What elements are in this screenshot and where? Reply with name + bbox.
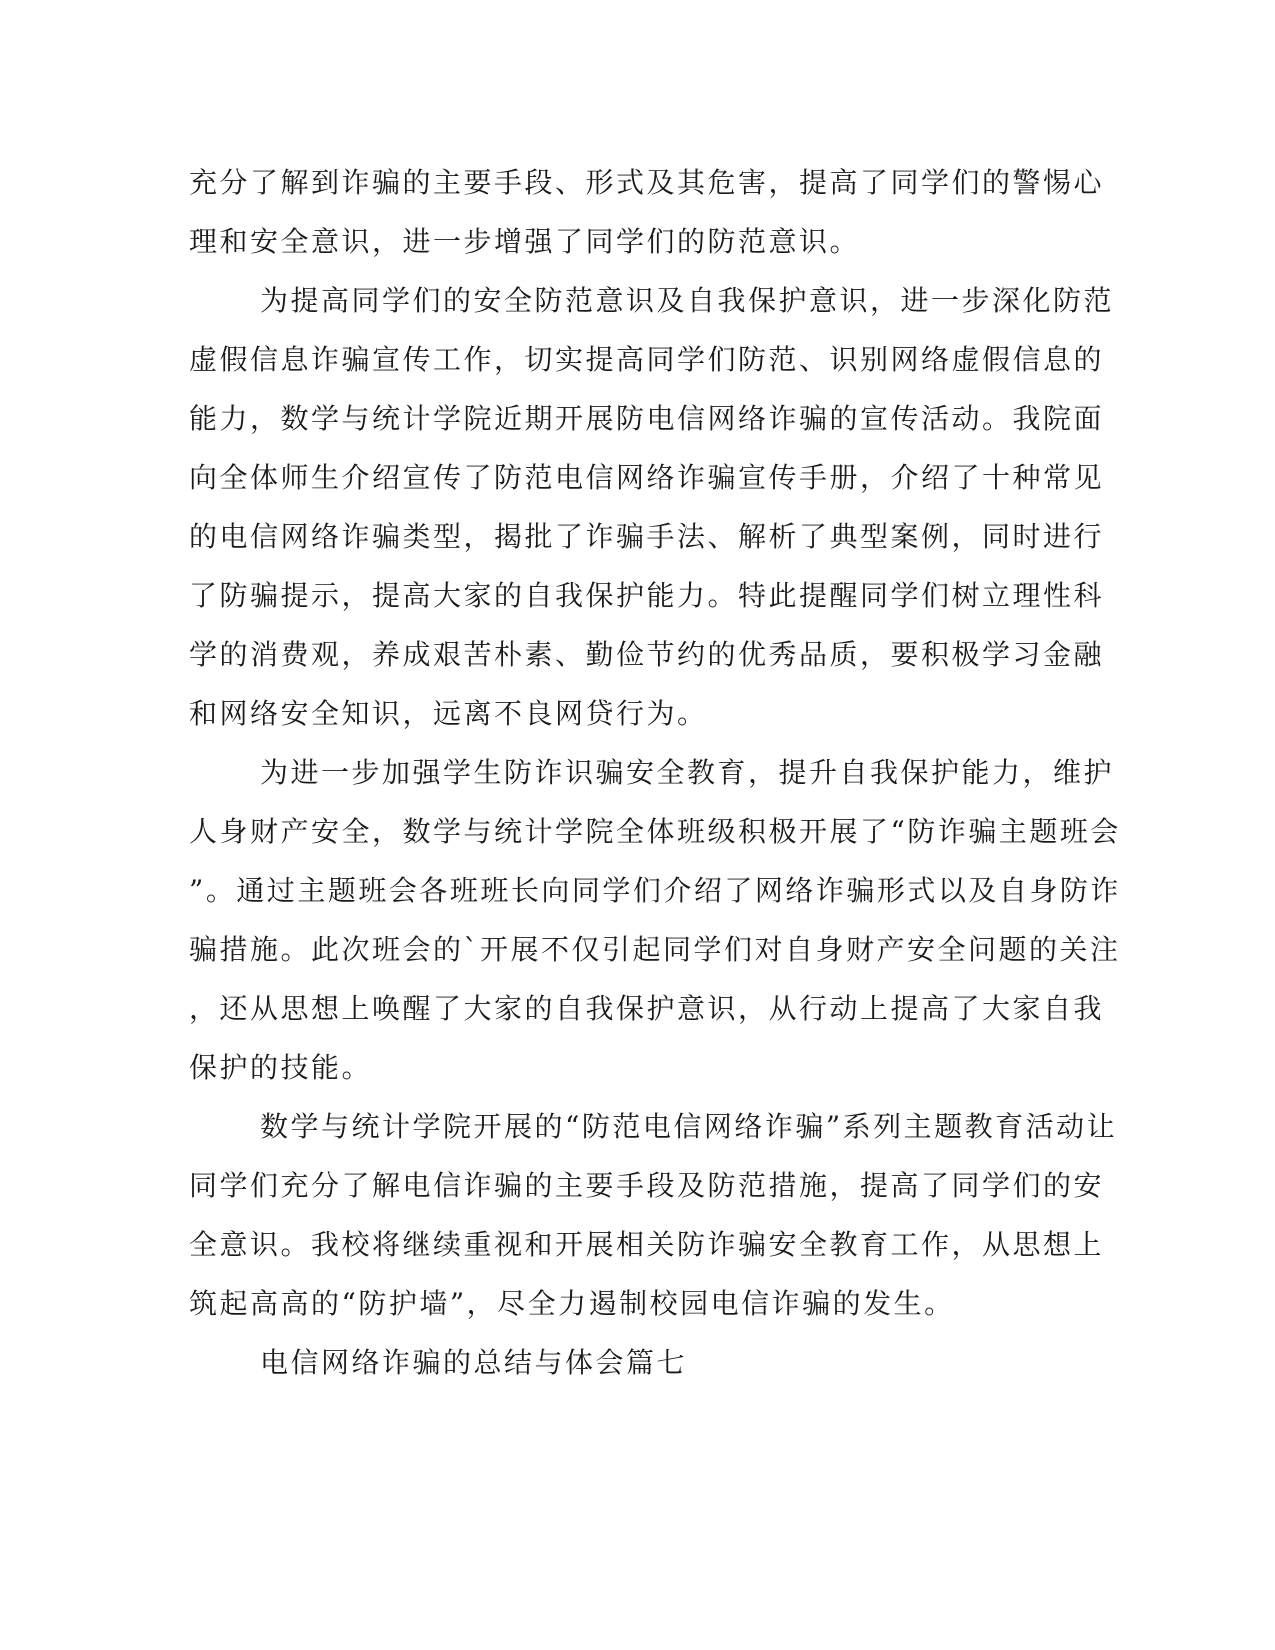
paragraph-4-line-1: 数学与统计学院开展的“防范电信网络诈骗”系列主题教育活动让 bbox=[260, 1110, 1118, 1143]
paragraph-4-line-2: 同学们充分了解电信诈骗的主要手段及防范措施，提高了同学们的安 bbox=[189, 1169, 1105, 1202]
section-heading: 电信网络诈骗的总结与体会篇七 bbox=[260, 1346, 688, 1379]
paragraph-2-line-7: 学的消费观，养成艰苦朴素、勤俭节约的优秀品质，要积极学习金融 bbox=[189, 638, 1105, 671]
paragraph-4-line-4: 筑起高高的“防护墙”，尽全力遏制校园电信诈骗的发生。 bbox=[189, 1287, 955, 1320]
paragraph-3-line-3: ”。通过主题班会各班班长向同学们介绍了网络诈骗形式以及自身防诈 bbox=[189, 874, 1121, 907]
paragraph-3-line-1: 为进一步加强学生防诈识骗安全教育，提升自我保护能力，维护 bbox=[260, 756, 1115, 789]
paragraph-3-line-6: 保护的技能。 bbox=[189, 1051, 373, 1084]
paragraph-2-line-2: 虚假信息诈骗宣传工作，切实提高同学们防范、识别网络虚假信息的 bbox=[189, 343, 1105, 376]
paragraph-3-line-2: 人身财产安全，数学与统计学院全体班级积极开展了“防诈骗主题班会 bbox=[189, 815, 1121, 848]
paragraph-1-line-2: 理和安全意识，进一步增强了同学们的防范意识。 bbox=[189, 225, 861, 258]
paragraph-2-line-4: 向全体师生介绍宣传了防范电信网络诈骗宣传手册，介绍了十种常见 bbox=[189, 461, 1105, 494]
paragraph-1-line-1: 充分了解到诈骗的主要手段、形式及其危害，提高了同学们的警惕心 bbox=[189, 166, 1105, 199]
paragraph-2-line-3: 能力，数学与统计学院近期开展防电信网络诈骗的宣传活动。我院面 bbox=[189, 402, 1105, 435]
paragraph-3-line-5: ，还从思想上唤醒了大家的自我保护意识，从行动上提高了大家自我 bbox=[189, 992, 1105, 1025]
paragraph-3-line-4: 骗措施。此次班会的`开展不仅引起同学们对自身财产安全问题的关注 bbox=[189, 933, 1121, 966]
paragraph-2-line-6: 了防骗提示，提高大家的自我保护能力。特此提醒同学们树立理性科 bbox=[189, 579, 1105, 612]
paragraph-4-line-3: 全意识。我校将继续重视和开展相关防诈骗安全教育工作，从思想上 bbox=[189, 1228, 1105, 1261]
paragraph-2-line-1: 为提高同学们的安全防范意识及自我保护意识，进一步深化防范 bbox=[260, 284, 1115, 317]
paragraph-2-line-5: 的电信网络诈骗类型，揭批了诈骗手法、解析了典型案例，同时进行 bbox=[189, 520, 1105, 553]
paragraph-2-line-8: 和网络安全知识，远离不良网贷行为。 bbox=[189, 697, 708, 730]
